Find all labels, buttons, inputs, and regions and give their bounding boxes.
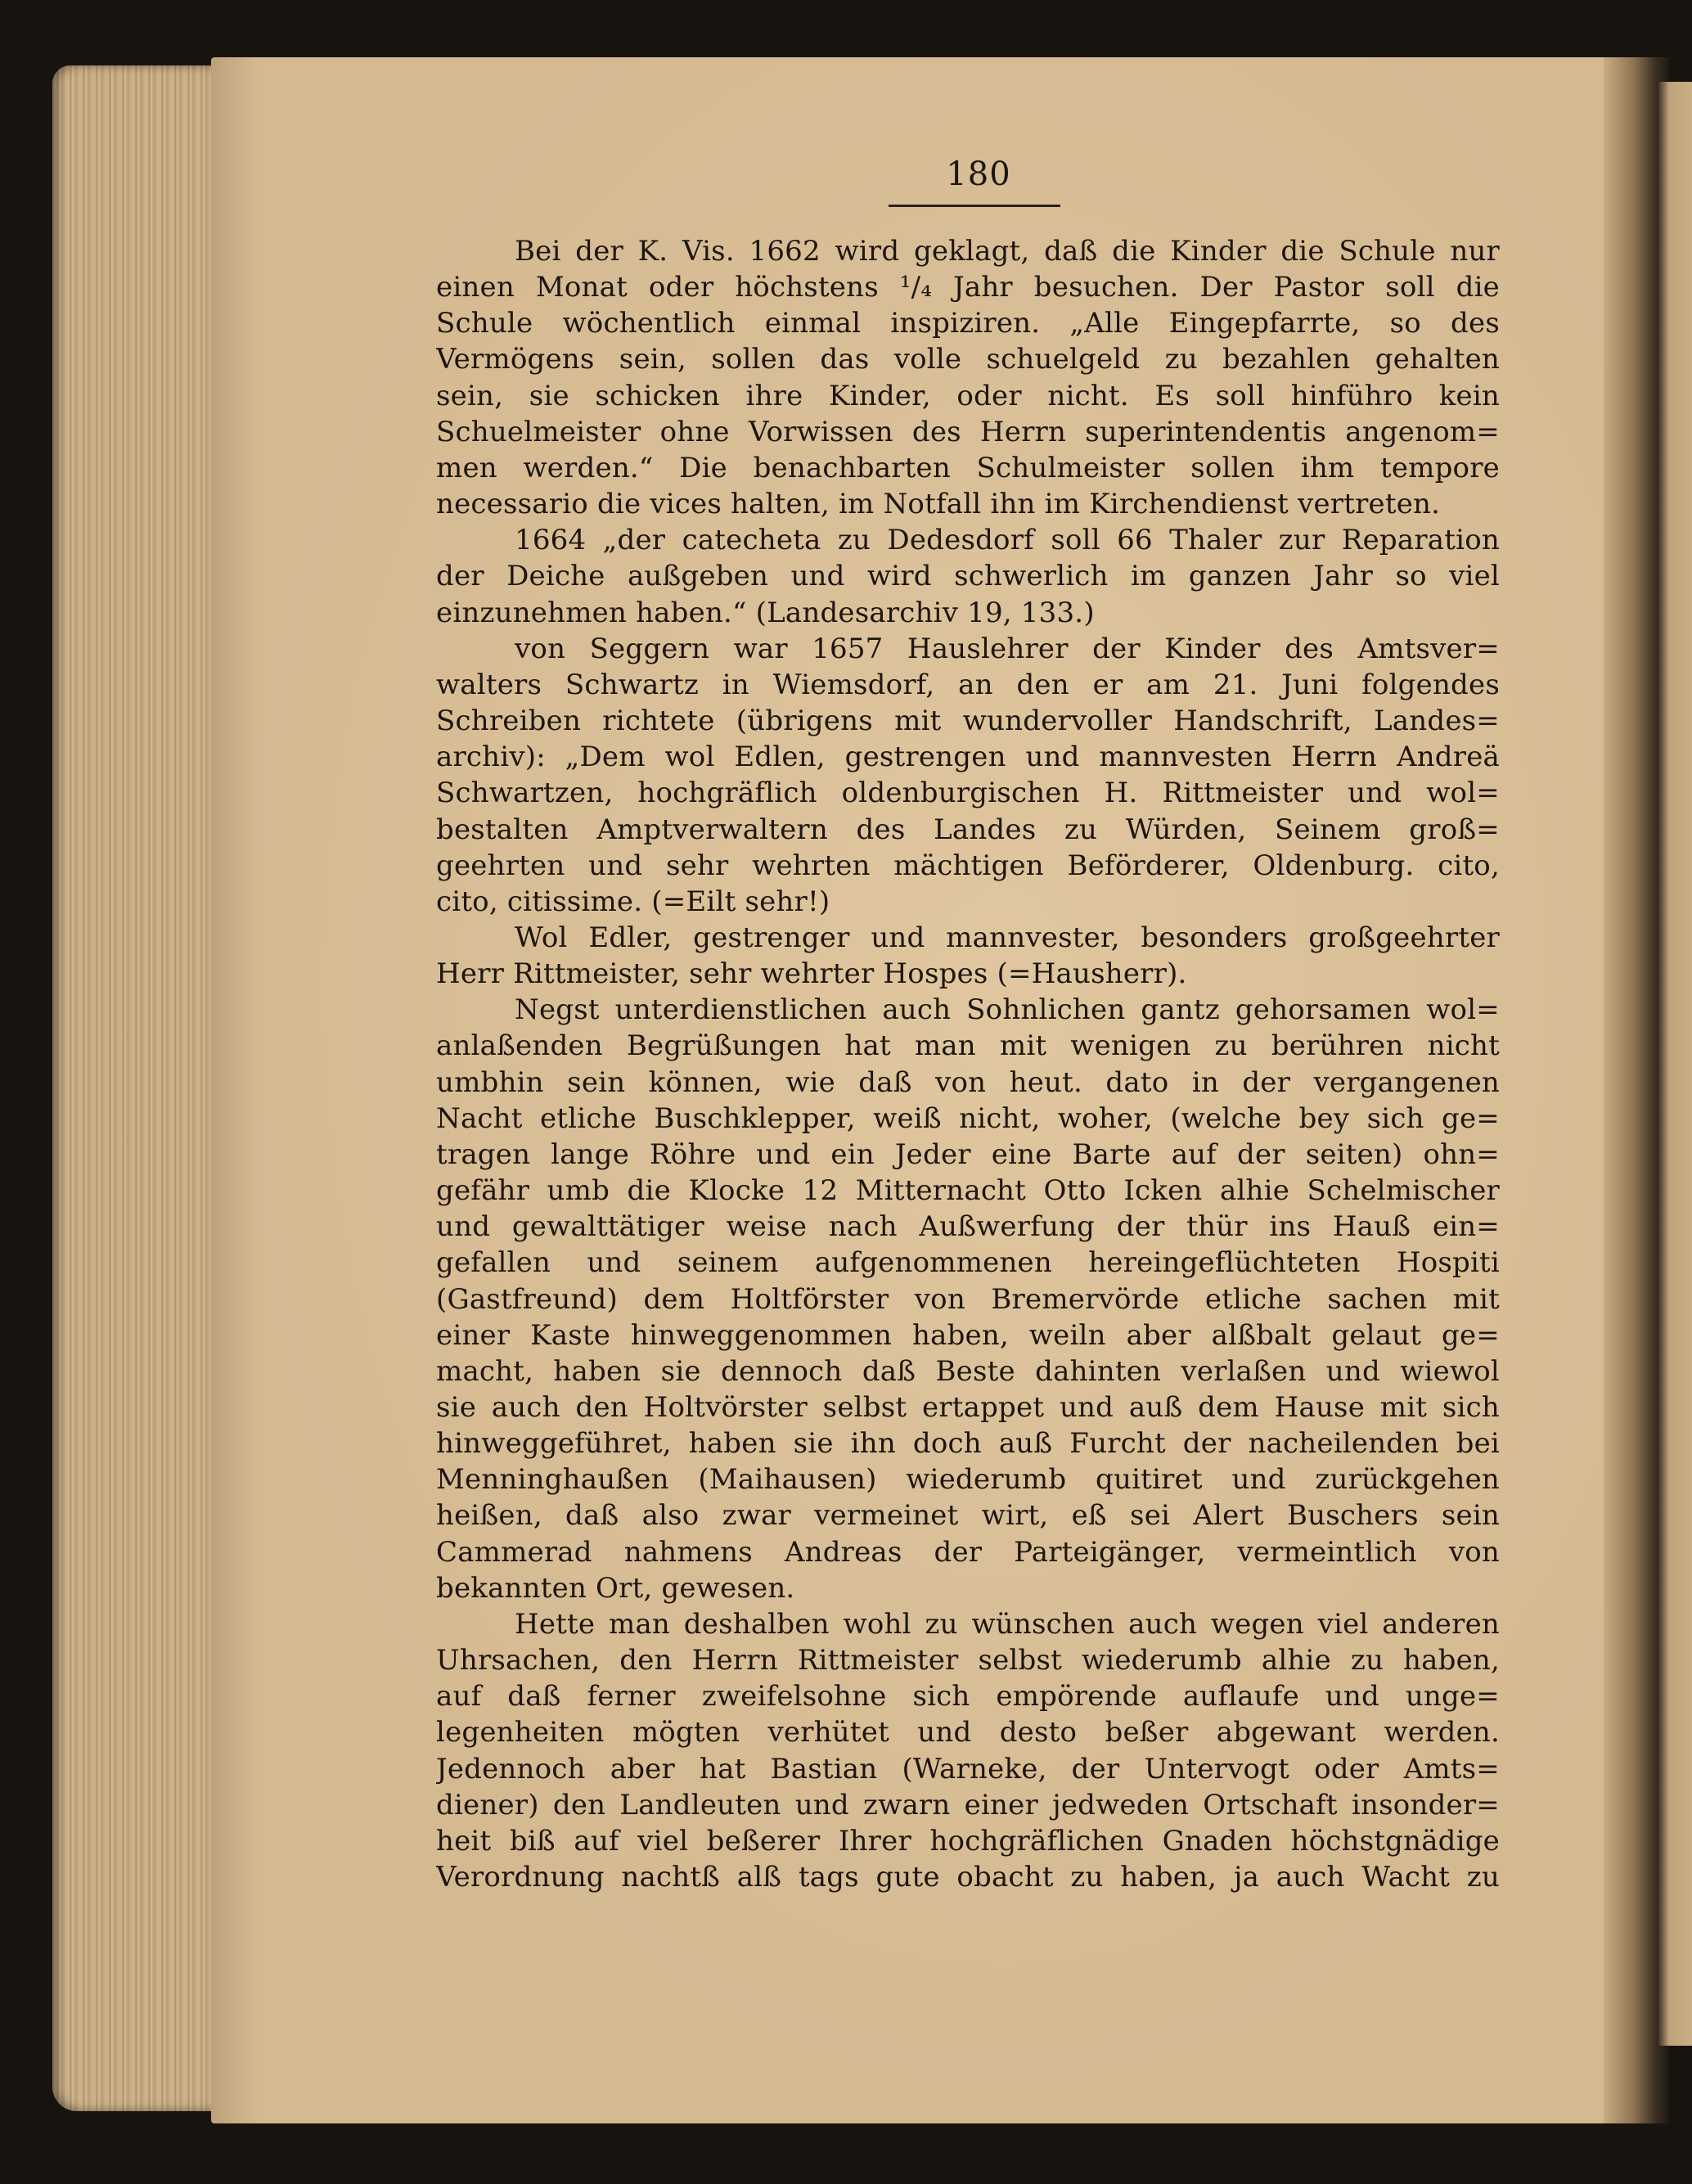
text-line: heit biß auf viel beßerer Ihrer hochgräflichen Gnaden höchstgnädige: [436, 1824, 1500, 1858]
text-line: macht, haben sie dennoch daß Beste dahinten verlaßen und wiewol: [436, 1354, 1500, 1388]
text-line: Wol Edler, gestrenger und mannvester, besonders großgeehrter: [515, 921, 1500, 954]
body-text: [436, 233, 1500, 1895]
text-line: (Gastfreund) dem Holtförster von Bremervörde etliche sachen mit: [436, 1282, 1500, 1316]
text-line: einzunehmen haben.“ (Landesarchiv 19, 133.): [436, 596, 1095, 629]
text-line: Vermögens sein, sollen das volle schuelgeld zu bezahlen gehalten: [436, 343, 1500, 376]
text-line: einer Kaste hinweggenommen haben, weiln aber alßbalt gelaut ge=: [436, 1318, 1500, 1352]
page-number-rule: [889, 205, 1060, 207]
text-line: archiv): „Dem wol Edlen, gestrengen und mannvesten Herrn Andreä: [436, 741, 1500, 774]
text-line: Bei der K. Vis. 1662 wird geklagt, daß die Kinder die Schule nur: [515, 235, 1500, 268]
text-line: walters Schwartz in Wiemsdorf, an den er am 21. Juni folgendes: [436, 668, 1500, 701]
text-line: der Deiche außgeben und wird schwerlich im ganzen Jahr so viel: [436, 560, 1500, 593]
text-line: 1664 „der catecheta zu Dedesdorf soll 66 Thaler zur Reparation: [515, 524, 1500, 557]
text-line: Schuelmeister ohne Vorwissen des Herrn superintendentis angenom=: [436, 415, 1500, 448]
text-line: gefähr umb die Klocke 12 Mitternacht Otto Icken alhie Schelmischer: [436, 1174, 1500, 1208]
text-line: Negst unterdienstlichen auch Sohnlichen gantz gehorsamen wol=: [515, 993, 1500, 1027]
text-line: men werden.“ Die benachbarten Schulmeister sollen ihm tempore: [436, 451, 1500, 484]
text-line: heißen, daß also zwar vermeinet wirt, eß sei Alert Buschers sein: [436, 1499, 1500, 1533]
text-line: umbhin sein können, wie daß von heut. dato in der vergangenen: [436, 1065, 1500, 1099]
text-line: Verordnung nachtß alß tags gute obacht zu haben, ja auch Wacht zu: [436, 1861, 1500, 1894]
text-line: und gewalttätiger weise nach Außwerfung der thür ins Hauß ein=: [436, 1210, 1500, 1244]
text-line: tragen lange Röhre und ein Jeder eine Barte auf der seiten) ohn=: [436, 1137, 1500, 1171]
text-line: diener) den Landleuten und zwarn einer jedweden Ortschaft insonder=: [436, 1788, 1500, 1822]
text-line: Hette man deshalben wohl zu wünschen auch wegen viel anderen: [515, 1607, 1500, 1641]
facing-page-edge: [1657, 82, 1692, 2046]
text-line: Cammerad nahmens Andreas der Parteigänger, vermeintlich von: [436, 1535, 1500, 1569]
text-line: bekannten Ort, gewesen.: [436, 1571, 795, 1605]
text-line: bestalten Amptverwaltern des Landes zu Würden, Seinem groß=: [436, 813, 1500, 846]
text-line: Jedennoch aber hat Bastian (Warneke, der Untervogt oder Amts=: [436, 1752, 1500, 1785]
text-line: anlaßenden Begrüßungen hat man mit wenigen zu berühren nicht: [436, 1029, 1500, 1063]
text-line: Schreiben richtete (übrigens mit wundervoller Handschrift, Landes=: [436, 705, 1500, 738]
text-line: Uhrsachen, den Herrn Rittmeister selbst wiederumb alhie zu haben,: [436, 1644, 1500, 1677]
text-line: Nacht etliche Buschklepper, weiß nicht, woher, (welche bey sich ge=: [436, 1101, 1500, 1135]
text-line: sein, sie schicken ihre Kinder, oder nicht. Es soll hinführo kein: [436, 379, 1500, 412]
text-line: cito, citissime. (=Eilt sehr!): [436, 885, 830, 918]
page-number: 180: [946, 155, 1011, 193]
text-line: hinweggeführet, haben sie ihn doch auß Furcht der nacheilenden bei: [436, 1427, 1500, 1461]
text-line: legenheiten mögten verhütet und desto beßer abgewant werden.: [436, 1716, 1500, 1749]
text-line: Menninghaußen (Maihausen) wiederumb quitiret und zurückgehen: [436, 1463, 1500, 1497]
text-line: sie auch den Holtvörster selbst ertappet und auß dem Hause mit sich: [436, 1391, 1500, 1424]
text-line: einen Monat oder höchstens ¹/₄ Jahr besuchen. Der Pastor soll die: [436, 271, 1500, 304]
text-line: Schwartzen, hochgräflich oldenburgischen H. Rittmeister und wol=: [436, 777, 1500, 810]
text-line: geehrten und sehr wehrten mächtigen Beförderer, Oldenburg. cito,: [436, 849, 1500, 882]
text-line: Schule wöchentlich einmal inspiziren. „Alle Eingepfarrte, so des: [436, 307, 1500, 340]
text-line: Herr Rittmeister, sehr wehrter Hospes (=Hausherr).: [436, 957, 1187, 991]
text-line: auf daß ferner zweifelsohne sich empörende auflaufe und unge=: [436, 1680, 1500, 1713]
text-line: gefallen und seinem aufgenommenen hereingeflüchteten Hospiti: [436, 1246, 1500, 1280]
text-line: necessario die vices halten, im Notfall ihn im Kirchendienst vertreten.: [436, 488, 1441, 521]
text-line: von Seggern war 1657 Hauslehrer der Kinder des Amtsver=: [515, 632, 1500, 665]
